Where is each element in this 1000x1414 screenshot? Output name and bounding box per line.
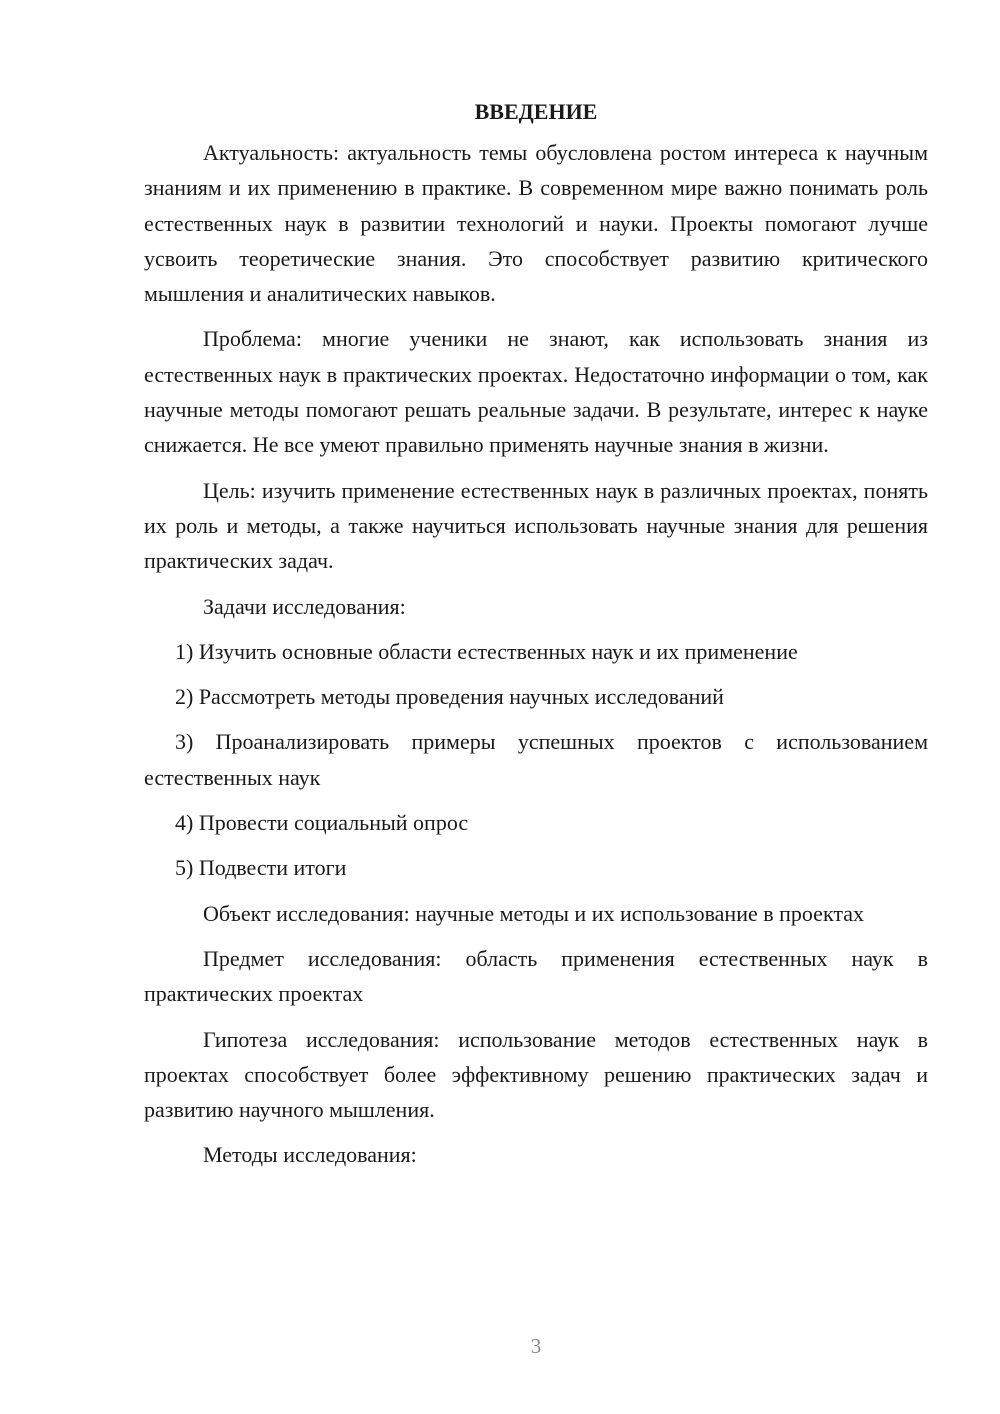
section-title: ВВЕДЕНИЕ [474,99,598,124]
paragraph-problem: Проблема: многие ученики не знают, как использовать знания из естественных наук в практических проектах. Недостаточно информации о том, как научные методы помогают решать реальные задачи. В результате, интерес к науке снижается. Не все умеют правильно применять научные знания в жизни. [144,326,928,458]
task-item-4: 4) Провести социальный опрос [175,810,469,836]
paragraph-tasks-heading: Задачи исследования: [203,593,406,619]
task-item-3: 3) Проанализировать примеры успешных проектов с использованием естественных наук [144,729,928,790]
paragraph-relevance: Актуальность: актуальность темы обусловлена ростом интереса к научным знаниям и их применению в практике. В современном мире важно понимать роль естественных наук в развитии технологий и науки. Проекты помогают лучше усвоить теоретические знания. Это способствует развитию критического мышления и аналитических навыков. [144,140,928,307]
task-item-1: 1) Изучить основные области естественных наук и их применение [175,638,798,664]
paragraph-methods: Методы исследования: [203,1142,417,1168]
paragraph-goal: Цель: изучить применение естественных наук в различных проектах, понять их роль и методы, а также научиться использовать научные знания для решения практических задач. [144,477,928,574]
paragraph-hypothesis: Гипотеза исследования: использование методов естественных наук в проектах способствует более эффективному решению практических задач и развитию научного мышления. [144,1026,928,1123]
paragraph-subject: Предмет исследования: область применения естественных наук в практических проектах [144,945,928,1007]
task-item-2: 2) Рассмотреть методы проведения научных исследований [175,684,724,710]
task-item-5: 5) Подвести итоги [175,855,347,881]
page-number: 3 [530,1334,542,1358]
page-content [144,94,928,1183]
paragraph-object: Объект исследования: научные методы и их использование в проектах [203,900,864,926]
